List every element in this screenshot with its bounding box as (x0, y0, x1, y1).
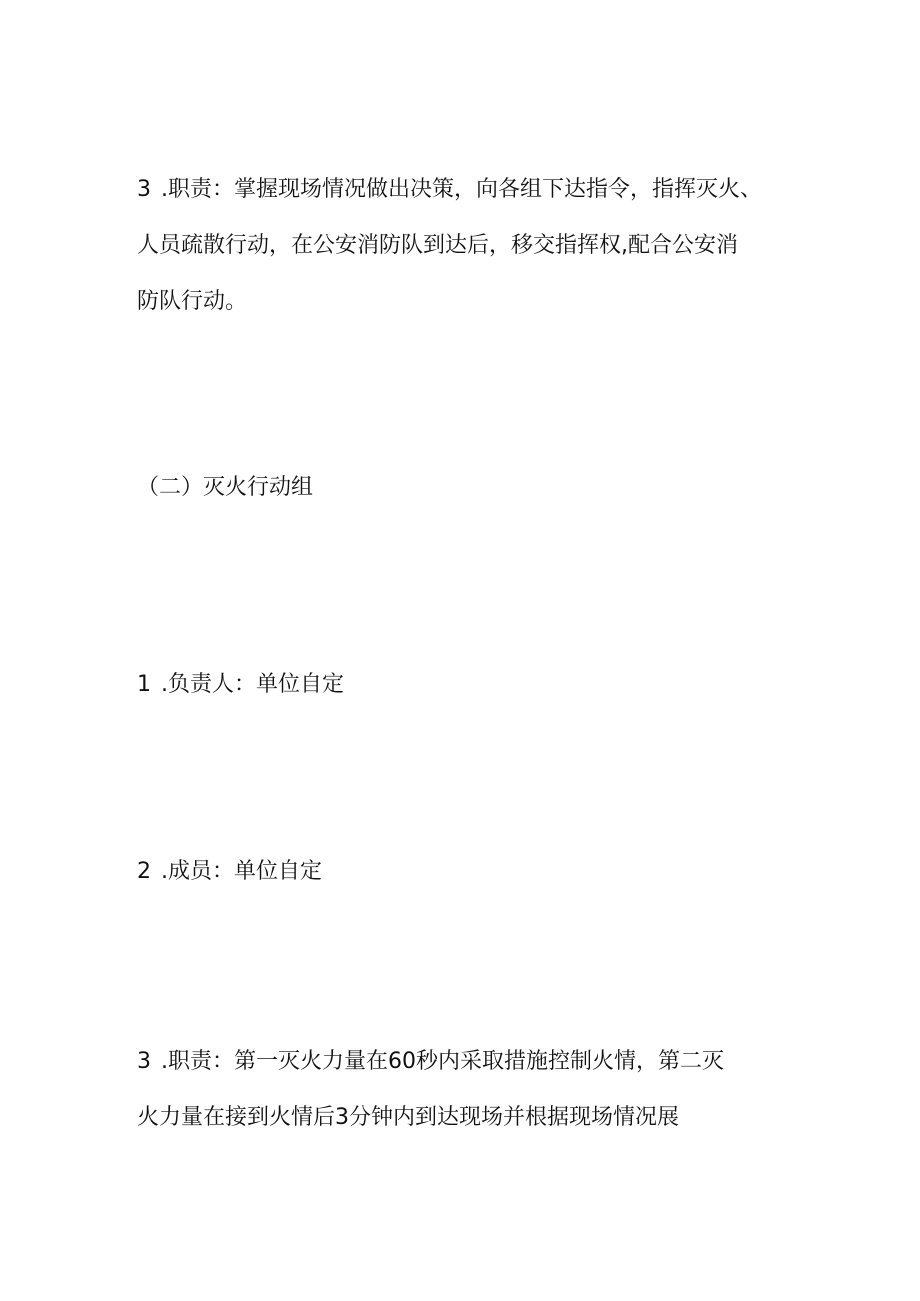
item-number: 3 (137, 177, 151, 202)
section-heading-text: （二）灭火行动组 (137, 475, 314, 500)
paragraph-members (137, 844, 797, 900)
line-text: .职责：第一灭火力量在60秒内采取措施控制火情，第二灭 (161, 1049, 724, 1074)
paragraph-line (137, 162, 797, 218)
paragraph-person-in-charge (137, 657, 797, 713)
line-text: .职责：掌握现场情况做出决策，向各组下达指令，指挥灭火、 (161, 177, 762, 202)
item-number: 3 (137, 1049, 151, 1074)
paragraph-duties-commander (137, 162, 797, 330)
item-number: 1 (137, 672, 151, 697)
paragraph-line: 火力量在接到火情后3分钟内到达现场并根据现场情况展 (137, 1105, 679, 1130)
line-text: .负责人：单位自定 (161, 672, 344, 697)
section-heading-firefighting-group (137, 460, 797, 516)
paragraph-line (137, 657, 797, 713)
item-number: 2 (137, 859, 151, 884)
paragraph-line (137, 844, 797, 900)
paragraph-line: 防队行动。 (137, 289, 248, 314)
paragraph-duties-firefighting (137, 1034, 797, 1146)
paragraph-line: 人员疏散行动，在公安消防队到达后，移交指挥权,配合公安消 (137, 233, 738, 258)
paragraph-line (137, 1034, 797, 1090)
line-text: .成员：单位自定 (161, 859, 322, 884)
